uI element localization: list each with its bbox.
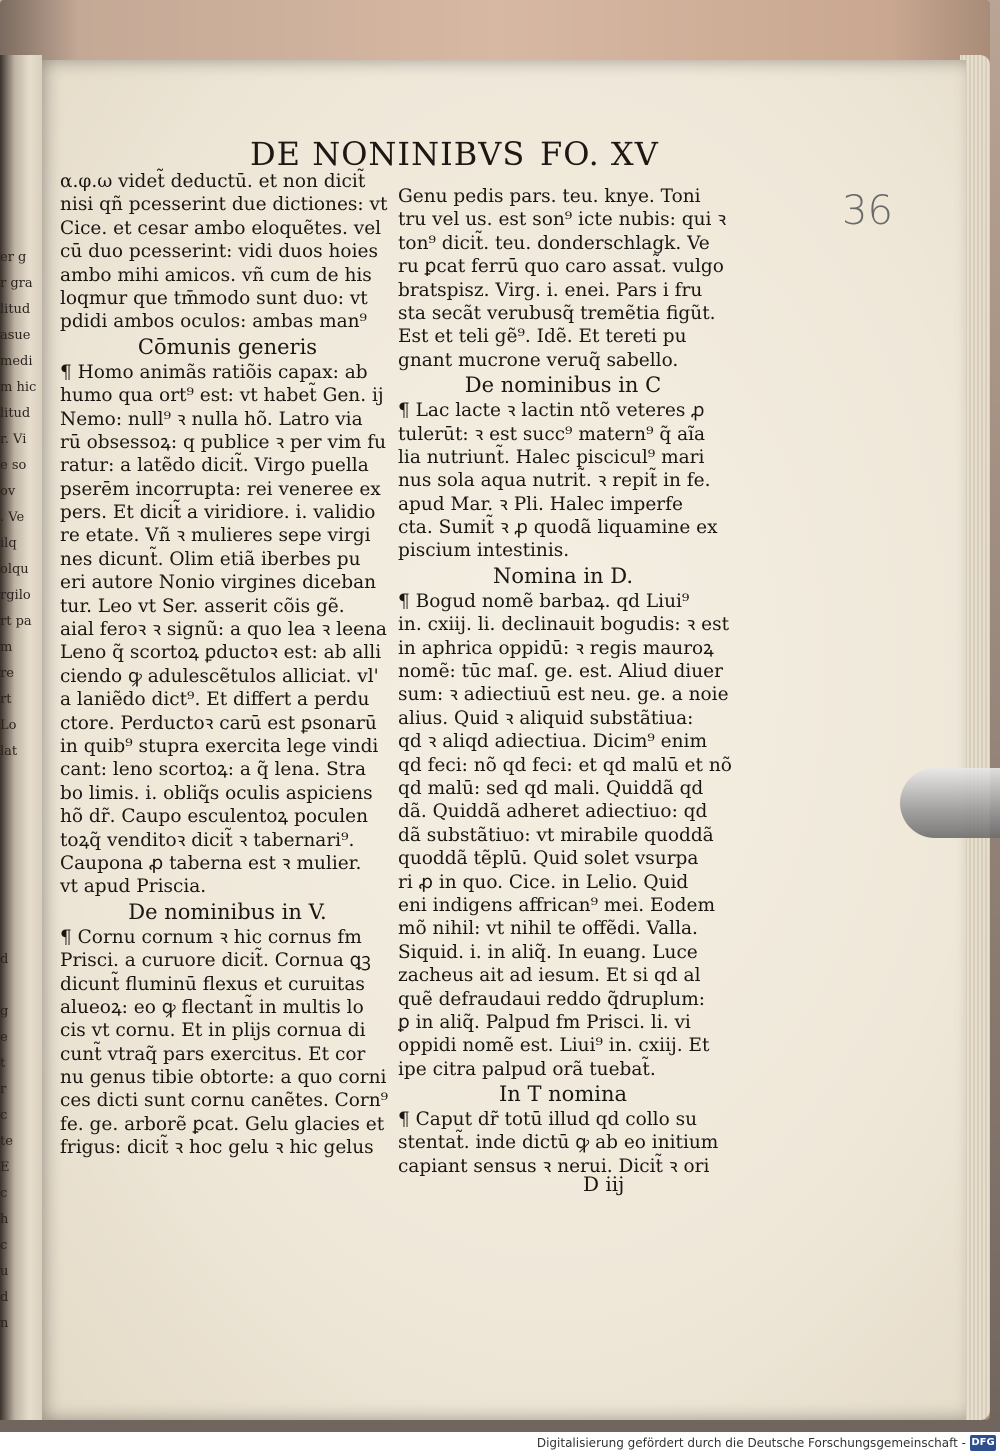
text-line: bratspisz. Virg. i. enei. Pars i fru — [398, 279, 703, 301]
text-line: nomẽ: tūc maſ. ge. est. Aliud diuer — [398, 661, 723, 683]
section-heading: De nominibus in V. — [128, 899, 327, 924]
right-column — [398, 185, 732, 1178]
text-line: Est et teli gẽ⁹. Idẽ. Et tereti pu — [398, 326, 687, 348]
text-line: α.φ.ω videt̃ deductū. et non dicit̃ — [60, 171, 366, 192]
dfg-logo: DFG — [970, 1435, 996, 1451]
text-line: Caupona ꝓ taberna est ꝛ mulier. — [60, 852, 362, 874]
text-line: nus sola aqua nutrit̃. ꝛ repit̃ in fe. — [398, 470, 711, 492]
text-line: dã. Quiddã adheret adiectiuo: qd — [398, 801, 708, 823]
footer-bar — [0, 1432, 1000, 1455]
text-line: cant: leno scortoꝝ: a q̃ lena. Stra — [60, 759, 367, 781]
text-line: a laniẽdo dict⁹. Et differt a perdu — [60, 689, 370, 711]
text-line: ¶ Homo animãs ratiõis capax: ab — [60, 361, 368, 383]
text-line: eni indigens affrican⁹ mei. Eodem — [398, 894, 716, 916]
text-line: sum: ꝛ adiectiuū est neu. ge. a noie — [398, 684, 729, 706]
text-line: pdidi ambos oculos: ambas man⁹ — [60, 311, 367, 333]
text-line: pers. Et dicit̃ a viridiore. i. validio — [60, 502, 376, 524]
text-line: Prisci. a curuore dicit̃. Cornua ꝗꝫ — [60, 950, 371, 972]
text-line: Cice. et cesar ambo eloquẽtes. vel — [60, 217, 382, 239]
text-line: cunt̃ vtraq̃ pars exercitus. Et cor — [60, 1043, 366, 1065]
text-line: zacheus ait ad iesum. Et si qd al — [398, 965, 701, 987]
text-line: hõ dr̃. Caupo esculentoꝝ poculen — [60, 806, 369, 828]
text-line: cta. Sumit̃ ꝛ ꝓ quodã liquamine ex — [398, 517, 718, 539]
text-line: Genu pedis pars. teu. knye. Toni — [398, 186, 701, 207]
text-line: ces dicti sunt cornu canẽtes. Corn⁹ — [60, 1090, 389, 1112]
text-line: cū duo pcesserint: vidi duos hoies — [60, 241, 378, 263]
left-page-fragment: er g r gra litud asue medi m hic litud r. Vi e so ov . Ve ilq olqu rgilo rt pa m re rt Lo lat d g e t r c te E c h c u d n — [0, 250, 37, 1331]
text-line: apud Mar. ꝛ Pli. Halec imperfe — [398, 493, 683, 515]
text-line: nes dicunt̃. Olim etiã iberbes pu — [60, 548, 361, 570]
text-line: mõ nihil: vt nihil te offẽdi. Valla. — [398, 918, 698, 940]
text-line: ¶ Bogud nomẽ barbaꝝ. qd Liui⁹ — [398, 590, 690, 612]
left-column — [60, 170, 395, 1160]
funding-notice: Digitalisierung gefördert durch die Deutsche Forschungsgemeinschaft - — [536, 1436, 966, 1450]
text-line: ctore. Perductoꝛ carū est ꝑsonarū — [60, 712, 377, 734]
page-clip — [900, 768, 1000, 838]
handwritten-folio-number: 36 — [842, 188, 893, 234]
text-line: oppidi nomẽ est. Liui⁹ in. cxiij. Et — [398, 1035, 710, 1057]
text-line: ¶ Cornu cornum ꝛ hic cornus fm — [60, 926, 362, 948]
text-line: tru vel us. est son⁹ icte nubis: qui ꝛ — [398, 209, 727, 231]
text-line: fe. ge. arborẽ ꝑcat. Gelu glacies et — [60, 1113, 385, 1135]
text-line: qd malū: sed qd mali. Quiddã qd — [398, 777, 704, 799]
text-line: ratur: a latẽdo dicit̃. Virgo puella — [60, 455, 369, 477]
text-line: in. cxiij. li. declinauit bogudis: ꝛ est — [398, 614, 730, 636]
text-line: nu genus tibie obtorte: a quo corni — [60, 1067, 387, 1089]
text-line: ambo mihi amicos. vñ cum de his — [60, 264, 372, 286]
text-line: Leno q̃ scortoꝝ ꝑductoꝛ est: ab alli — [60, 642, 382, 664]
section-heading: Cōmunis generis — [137, 334, 318, 359]
text-line: piscium intestinis. — [398, 540, 570, 562]
text-line: ¶ Lac lacte ꝛ lactin ntõ veteres ꝓ — [398, 400, 705, 422]
text-line: Siquid. i. in aliq̃. In euang. Luce — [398, 941, 698, 963]
text-line: dã substãtiuo: vt mirabile quoddã — [398, 824, 714, 846]
text-line: alius. Quid ꝛ aliquid substãtiua: — [398, 707, 694, 729]
text-line: Nemo: null⁹ ꝛ nulla hõ. Latro via — [60, 408, 363, 430]
text-line: eri autore Nonio virgines diceban — [60, 572, 377, 594]
text-line: pserēm incorrupta: rei veneree ex — [60, 478, 381, 500]
text-line: lia nutriunt̃. Halec piscicul⁹ mari — [398, 446, 705, 468]
text-line: in aphrica oppidū: ꝛ regis mauroꝝ — [398, 637, 714, 659]
section-heading: De nominibus in C — [464, 373, 662, 398]
text-line: ciendo ꝙ adulescẽtulos alliciat. vl' — [60, 665, 379, 687]
text-line: frigus: dicit̃ ꝛ hoc gelu ꝛ hic gelus — [60, 1137, 374, 1159]
text-line: alueoꝝ: eo ꝙ flectant̃ in multis lo — [60, 996, 364, 1018]
text-line: loqmur que tm̄modo sunt duo: vt — [60, 287, 368, 309]
text-line: dicunt̃ fluminū flexus et curuitas — [60, 973, 365, 995]
text-line: ¶ Caput dr̃ totū illud qd collo su — [398, 1109, 697, 1131]
text-line: ru ꝑcat ferrū quo caro assat̃. vulgo — [398, 256, 724, 278]
text-line: re etate. Vñ ꝛ mulieres sepe virgi — [60, 525, 371, 547]
text-line: nisi qñ pcesserint due dictiones: vt — [60, 194, 388, 216]
text-line: aial feroꝛ ꝛ signũ: a quo lea ꝛ leena — [60, 619, 387, 641]
text-line: ꝑ in aliq̃. Palpud fm Prisci. li. vi — [398, 1011, 691, 1033]
text-line: cis vt cornu. Et in plijs cornua di — [60, 1020, 366, 1042]
text-line: qd feci: nõ qd feci: et qd malū et nõ — [398, 754, 732, 776]
text-line: capiant sensus ꝛ nerui. Dicit̃ ꝛ ori — [398, 1155, 710, 1177]
text-line: sta secãt verubusq̃ tremẽtia figũt. — [398, 302, 716, 324]
text-line: ipe citra palpud orã tuebat̃. — [398, 1058, 656, 1080]
signature-mark: D iij — [583, 1172, 625, 1196]
text-line: tulerūt: ꝛ est succ⁹ matern⁹ q̃ aĩa — [398, 423, 706, 445]
folio-number: FO. XV — [540, 135, 659, 173]
section-heading: In T nomina — [498, 1082, 628, 1107]
section-heading: Nomina in D. — [492, 563, 634, 588]
text-line: toꝝq̃ venditoꝛ dicit̃ ꝛ tabernari⁹. — [60, 829, 355, 851]
text-line: humo qua ort⁹ est: vt habet̃ Gen. ij — [60, 385, 384, 407]
text-line: ri ꝓ in quo. Cice. in Lelio. Quid — [398, 871, 689, 893]
text-line: quẽ defraudaui reddo q̃druplum: — [398, 988, 705, 1010]
text-line: rū obsessoꝝ: q publice ꝛ per vim fu — [60, 431, 387, 453]
text-line: in quib⁹ stupra exercita lege vindi — [60, 735, 379, 757]
text-line: tur. Leo vt Ser. asserit cõis gẽ. — [60, 595, 345, 617]
left-page-edge — [0, 55, 42, 1420]
running-title: DE NONINIBVS — [250, 135, 526, 173]
text-line: gnant mucrone veruq̃ sabello. — [398, 349, 679, 371]
text-line: qd ꝛ aliqd adiectiua. Dicim⁹ enim — [398, 731, 707, 753]
text-line: quoddã tẽplū. Quid solet vsurpa — [398, 848, 699, 870]
text-line: bo limis. i. obliq̃s oculis aspiciens — [60, 782, 373, 804]
text-line: vt apud Priscia. — [60, 876, 207, 898]
text-line: ton⁹ dicit̃. teu. donderschlagk. Ve — [398, 232, 710, 254]
text-line: stentat̃. inde dictū ꝙ ab eo initium — [398, 1132, 719, 1154]
